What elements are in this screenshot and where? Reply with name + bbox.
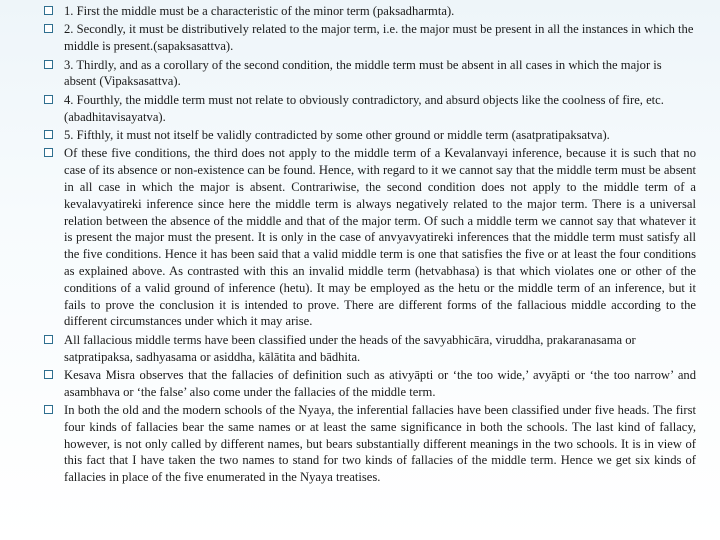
- list-item: [44, 145, 696, 330]
- list-item-text: 2. Secondly, it must be distributively related to the major term, i.e. the major must be present in all the instances in which the middle is present.(sapaksasattva).: [64, 22, 694, 54]
- square-outline-icon: [44, 60, 53, 69]
- list-item-text: 3. Thirdly, and as a corollary of the second condition, the middle term must be absent in all cases in which the major is absent (Vipaksasattva).: [64, 57, 662, 89]
- square-outline-icon: [44, 370, 53, 379]
- square-outline-icon: [44, 148, 53, 157]
- list-item-text: 5. Fifthly, it must not itself be validly contradicted by some other ground or middle term (asatpratipaksatva).: [64, 127, 610, 142]
- list-item-text: All fallacious middle terms have been classified under the heads of the savyabhicāra, viruddha, prakaranasama or satpratipaksa, sadhyasama or asiddha, kālātita and bādhita.: [64, 332, 636, 364]
- list-item: [44, 3, 696, 20]
- square-outline-icon: [44, 24, 53, 33]
- bullet-list: [44, 3, 696, 488]
- square-outline-icon: [44, 405, 53, 414]
- list-item: [44, 127, 696, 144]
- list-item-text: Kesava Misra observes that the fallacies of definition such as ativyāpti or ‘the too wide,’ avyāpti or ‘the too narrow’ and asambhava or ‘the false’ also come under the fallacies of the middle term.: [64, 367, 696, 399]
- square-outline-icon: [44, 6, 53, 15]
- square-outline-icon: [44, 130, 53, 139]
- list-item: [44, 57, 696, 91]
- square-outline-icon: [44, 95, 53, 104]
- list-item: [44, 92, 696, 126]
- list-item: [44, 367, 696, 401]
- list-item: [44, 402, 696, 486]
- square-outline-icon: [44, 335, 53, 344]
- list-item-text: 1. First the middle must be a characteristic of the minor term (paksadharmta).: [64, 4, 455, 18]
- list-item-text: Of these five conditions, the third does not apply to the middle term of a Kevalanvayi inference, because it is such that no case of its absence or non-existence can be found. Hence, with regard to it we cannot say that the middle term must be absent in all case in which the major is absent. Contrariwise, the second condition does not apply to the middle term of a kevalavyatireki inference since here the middle term is always negatively related to the major term. There is a universal relation between the absence of the middle and that of the major term. Of such a middle term we cannot say that whatever it is present the major must the present. It is only in the case of anvyavyatireki inferences that the middle term must satisfy all the five conditions. Hence it has been said that a valid middle term is one that satisfies the five or at least the four conditions as explained above. As contrasted with this an invalid middle term (hetvabhasa) is that which violates one or other of the conditions of a valid ground of inference (hetu). It may be employed as the hetu or the middle term of an inference, but it fails to prove the conclusion it is intended to prove. There are different forms of the fallacious middle according to the different circumstances under which it may arise.: [64, 146, 696, 329]
- list-item-text: In both the old and the modern schools of the Nyaya, the inferential fallacies have been classified under five heads. The first four kinds of fallacies bear the same names or at least the same significance in both the schools. The last kind of fallacy, however, is not only called by different names, but bears substantially different meanings in the two schools. It is in view of this fact that I have taken the two names to stand for two kinds of fallacies of the middle term. Hence we get six kinds of fallacies in place of the five enumerated in the Nyaya treatises.: [64, 403, 696, 485]
- list-item-text: 4. Fourthly, the middle term must not relate to obviously contradictory, and absurd objects like the coolness of fire, etc.(abadhitavisayatva).: [64, 92, 664, 124]
- list-item: [44, 332, 696, 366]
- list-item: [44, 21, 696, 55]
